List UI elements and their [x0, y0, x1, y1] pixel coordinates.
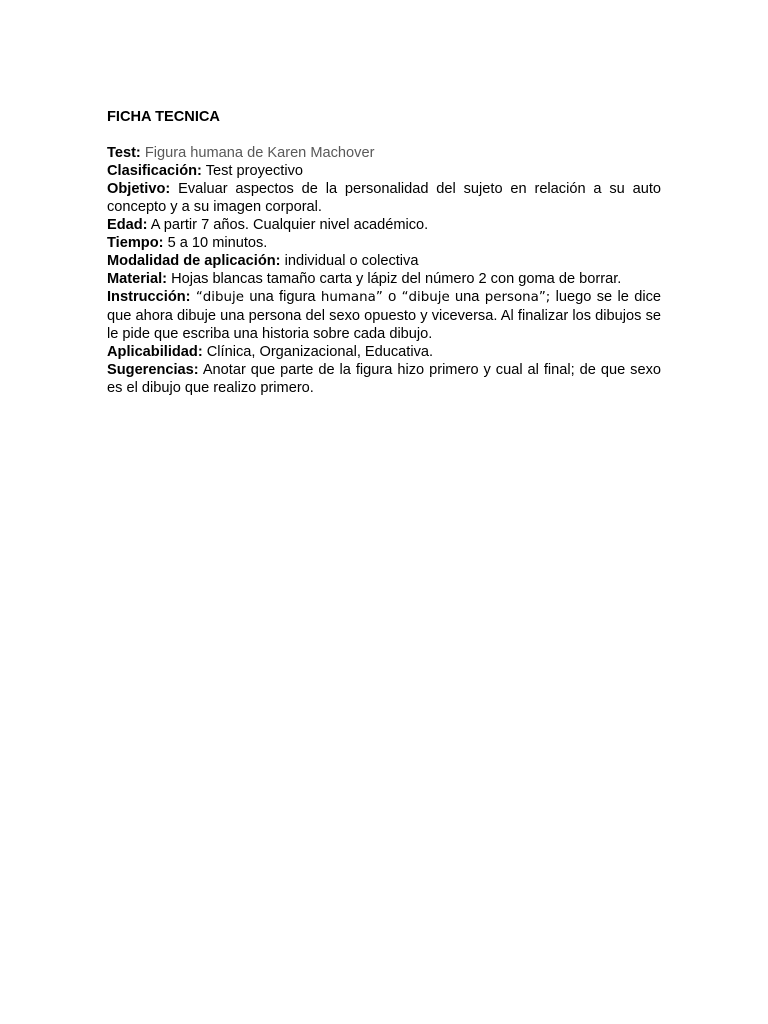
field-edad-label: Edad:	[107, 217, 148, 233]
instruccion-text-3: una	[449, 289, 485, 305]
field-material-label: Material:	[107, 271, 168, 287]
field-objetivo-label: Objetivo:	[107, 181, 171, 197]
field-edad-value: A partir 7 años. Cualquier nivel académico.	[150, 217, 429, 233]
field-clasificacion	[107, 162, 661, 180]
field-clasificacion-label: Clasificación:	[107, 163, 202, 179]
field-instruccion-label: Instrucción:	[107, 289, 191, 305]
field-edad	[107, 216, 661, 234]
field-test-value: Figura humana de Karen Machover	[144, 145, 375, 161]
instruccion-quote-3: “dibuje	[401, 290, 450, 305]
field-sugerencias-label: Sugerencias:	[107, 362, 199, 378]
instruccion-quote-4: persona”;	[484, 290, 551, 305]
instruccion-quote-1: “dibuje	[195, 290, 244, 305]
field-material	[107, 270, 661, 288]
field-clasificacion-value: Test proyectivo	[205, 163, 304, 179]
field-objetivo-value: Evaluar aspectos de la personalidad del sujeto en relación a su auto concepto y a su imagen corporal.	[107, 181, 661, 215]
field-modalidad	[107, 252, 661, 270]
field-test-label: Test:	[107, 145, 141, 161]
field-test	[107, 144, 661, 162]
field-modalidad-value: individual o colectiva	[284, 253, 419, 269]
document-page	[107, 108, 661, 397]
instruccion-quote-2: humana”	[320, 290, 383, 305]
field-material-value: Hojas blancas tamaño carta y lápiz del número 2 con goma de borrar.	[171, 271, 622, 287]
document-title: FICHA TECNICA	[107, 109, 220, 125]
instruccion-text-1: una figura	[243, 289, 321, 305]
field-aplicabilidad-value: Clínica, Organizacional, Educativa.	[206, 344, 434, 360]
instruccion-text-4: luego se le dice que ahora dibuje una persona del sexo opuesto y viceversa. Al finalizar los dibujos se le pide que escriba una historia sobre cada dibujo.	[107, 289, 661, 342]
field-tiempo-label: Tiempo:	[107, 235, 164, 251]
field-aplicabilidad	[107, 343, 661, 361]
field-sugerencias-value: Anotar que parte de la figura hizo primero y cual al final; de que sexo es el dibujo que realizo primero.	[107, 362, 662, 396]
field-instruccion	[107, 288, 661, 343]
field-objetivo	[107, 180, 661, 216]
field-sugerencias	[107, 361, 661, 397]
instruccion-text-2: o	[382, 289, 402, 305]
field-modalidad-label: Modalidad de aplicación:	[107, 253, 281, 269]
field-aplicabilidad-label: Aplicabilidad:	[107, 344, 203, 360]
field-tiempo-value: 5 a 10 minutos.	[167, 235, 268, 251]
field-tiempo	[107, 234, 661, 252]
